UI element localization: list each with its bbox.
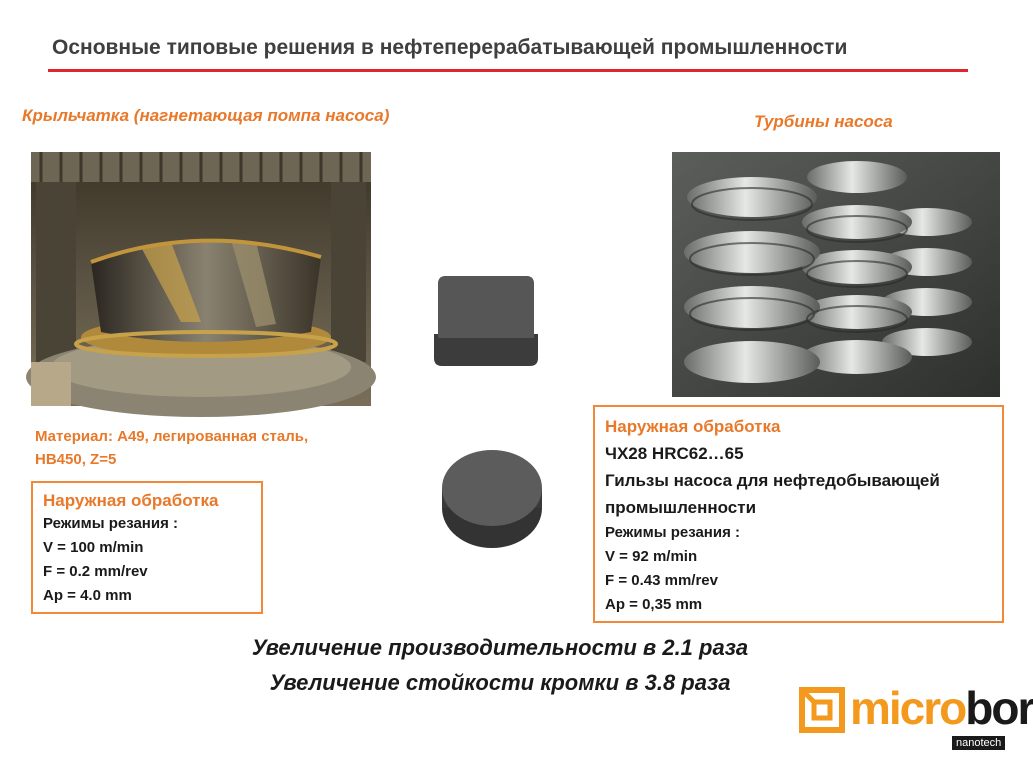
title-divider [48, 69, 968, 72]
round-insert-icon [440, 448, 544, 552]
right-cutting-box [593, 405, 1004, 623]
cutting-modes-label: Режимы резания : [43, 515, 179, 532]
cutting-modes-label: Режимы резания : [605, 524, 741, 541]
depth-value: Ap = 0,35 mm [605, 596, 703, 613]
logo-word-right: bor [965, 682, 1033, 734]
logo-word-left: micro [850, 682, 966, 734]
impeller-photo [31, 152, 371, 406]
box-heading: Наружная обработка [43, 491, 219, 510]
microbor-logo [800, 682, 1033, 758]
square-insert-icon [430, 272, 542, 370]
logo-tagline: nanotech [952, 736, 1005, 750]
material-line-1: Материал: А49, легированная сталь, [35, 428, 309, 445]
material-grade: ЧХ28 HRC62…65 [605, 444, 744, 463]
logo-mark-icon [800, 688, 844, 732]
application-line-2: промышленности [605, 498, 757, 517]
application-line-1: Гильзы насоса для нефтедобывающей [605, 471, 940, 490]
left-cutting-box [31, 481, 263, 614]
feed-value: F = 0.2 mm/rev [43, 563, 148, 580]
material-line-2: НВ450, Z=5 [35, 451, 117, 468]
feed-value: F = 0.43 mm/rev [605, 572, 718, 589]
impeller-caption: Крыльчатка (нагнетающая помпа насоса) [22, 106, 390, 125]
turbines-photo [672, 152, 1000, 397]
speed-value: V = 92 m/min [605, 548, 698, 565]
result-edge-life: Увеличение стойкости кромки в 3.8 раза [269, 670, 731, 695]
result-productivity: Увеличение производительности в 2.1 раза [251, 635, 749, 660]
page-title: Основные типовые решения в нефтеперерабатывающей промышленности [52, 36, 848, 59]
turbines-caption: Турбины насоса [754, 112, 893, 131]
depth-value: Ap = 4.0 mm [43, 587, 132, 604]
box-heading: Наружная обработка [605, 417, 781, 436]
speed-value: V = 100 m/min [43, 539, 144, 556]
